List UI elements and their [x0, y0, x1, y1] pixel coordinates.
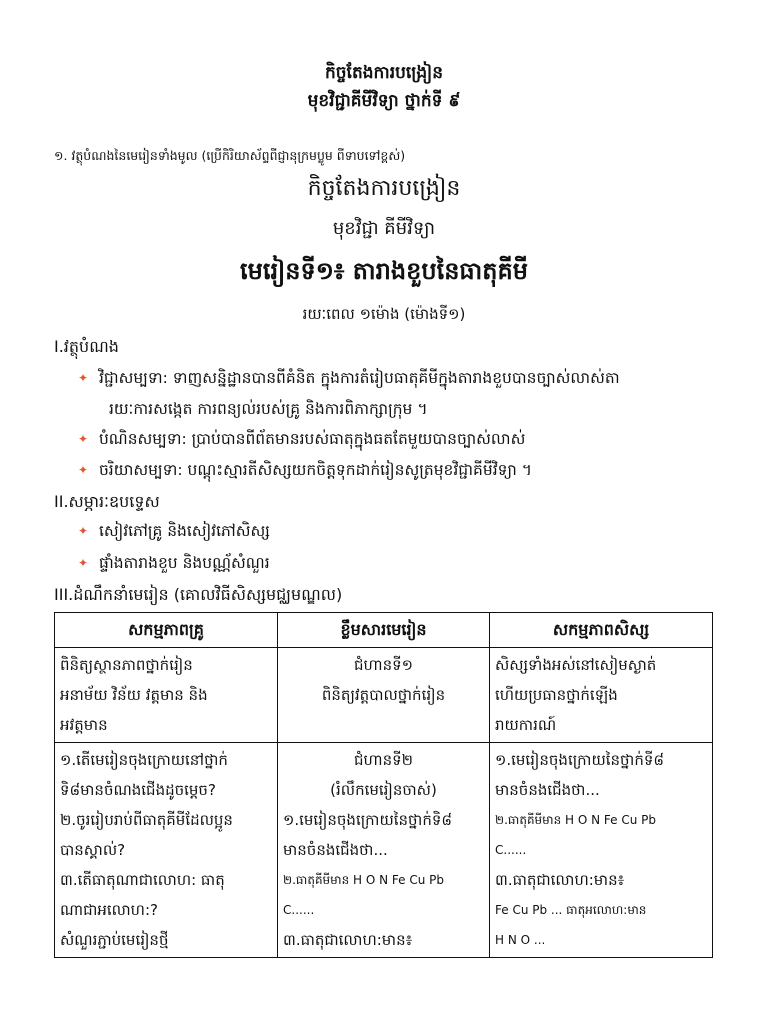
- cell-line: អវត្តមាន: [60, 716, 108, 734]
- cell-line: ជំហានទី១: [354, 656, 413, 674]
- cell-line: សិស្សទាំងអស់នៅសៀមស្ងាត់: [495, 656, 657, 674]
- cell-line: បានស្គាល់?: [60, 841, 126, 859]
- cell-line: (រំលឹកមេរៀនចាស់): [330, 781, 437, 799]
- cell-line: មានចំនងជើងថា...: [495, 781, 600, 799]
- arrow-bullet-icon: ✦: [78, 371, 89, 385]
- cell-line: រាយការណ៍: [495, 716, 557, 734]
- objectives-intro: ១. វត្ថុបំណងនៃមេរៀនទាំងមូល (ប្រើកិរិយាស័ព្ទពីជ្ញានុក្រមប្លូម ពីទាបទៅខ្ពស់): [54, 148, 406, 163]
- cell-line: H N O ...: [495, 933, 546, 947]
- material-item: [78, 548, 718, 578]
- header-lesson-content: ខ្លឹមសារមេរៀន: [278, 613, 490, 648]
- content-cell: [278, 743, 490, 958]
- objective-text: បំណិនសម្បទា: ប្រាប់បានពីព័តមានរបស់ធាតុក្នុងធតតែមួយបានច្បាស់លាស់: [98, 430, 526, 448]
- cell-line: Fe Cu Pb ... ធាតុអលោហ:មាន: [495, 903, 647, 917]
- objective-text: ចរិយាសម្បទា: បណ្តុះស្មារតីសិស្សយកចិត្តទុកដាក់រៀនសូត្រមុខវិជ្ជាគីមីវិទ្យា ។: [98, 461, 532, 479]
- cell-line: ហើយប្រធានថ្នាក់ឡើង: [495, 686, 618, 704]
- cell-line: ២.ធាតុគីមីមាន H O N Fe Cu Pb: [283, 873, 445, 887]
- header-line-1: កិច្ចតែងការបង្រៀន: [324, 63, 444, 83]
- cell-line: ១.មេរៀនចុងក្រោយនៃថ្នាក់ទី៨: [495, 751, 664, 769]
- objective-item: [78, 424, 718, 454]
- cell-line: ណាជាអលោហ:?: [60, 901, 158, 919]
- arrow-bullet-icon: ✦: [78, 556, 89, 570]
- cell-line: ទិ៨មានចំណងជើងដូចម្តេច?: [60, 781, 216, 799]
- cell-line: សំណួរភ្ជាប់មេរៀនថ្មី: [60, 931, 169, 949]
- arrow-bullet-icon: ✦: [78, 432, 89, 446]
- objective-text: វិជ្ជាសម្បទា: ទាញសន្និដ្ឋានបានពីគំនិត ក្នុងការតំរៀបធាតុគីមីក្នុងតារាងខួបបានច្បាស់លាស់តា: [98, 369, 620, 387]
- cell-line: ជំហានទី២: [354, 751, 413, 769]
- objectives-heading: I.វត្ថុបំណង: [54, 337, 119, 356]
- cell-line: ១.តើមេរៀនចុងក្រោយនៅថ្នាក់: [60, 751, 228, 769]
- cell-line: អនាម័យ វិន័យ វត្តមាន និង: [60, 686, 208, 704]
- student-cell: [490, 648, 713, 743]
- lesson-title: មេរៀនទី១៖ តារាងខួបនៃធាតុគីមី: [240, 257, 528, 285]
- student-cell: [490, 743, 713, 958]
- arrow-bullet-icon: ✦: [78, 463, 89, 477]
- table-row: [55, 743, 713, 958]
- teacher-cell: [55, 648, 278, 743]
- objective-text-continued: រយៈការសង្កេត ការពន្យល់របស់គ្រូ និងការពិភាក្សាក្រុម ។: [109, 400, 428, 418]
- cell-line: ២.ចូររៀបរាប់ពីធាតុគីមីដែលប្អូន: [60, 811, 233, 829]
- cell-line: ១.មេរៀនចុងក្រោយនៃថ្នាក់ទិ៨: [283, 811, 452, 829]
- cell-line: ៣.ធាតុជាលោហ:មាន៖: [283, 931, 413, 949]
- cell-line: C......: [283, 903, 315, 917]
- material-item: [78, 516, 718, 546]
- objective-item: [78, 455, 718, 485]
- arrow-bullet-icon: ✦: [78, 524, 89, 538]
- procedure-heading: III.ដំណឹកនាំមេរៀន (គោលវិធីសិស្សមជ្ឈមណ្ឌល): [54, 585, 343, 604]
- cell-line: ៣.តើធាតុណាជាលោហ: ធាតុ: [60, 871, 225, 889]
- cell-line: មានចំនងជើងថា...: [283, 841, 388, 859]
- subject-title: មុខវិជ្ជា គីមីវិទ្យា: [332, 218, 436, 239]
- plan-title: កិច្ចតែងការបង្រៀន: [307, 176, 461, 201]
- lesson-table: [54, 612, 713, 958]
- materials-heading: II.សម្ភារៈឧបទ្ទេស: [54, 492, 160, 511]
- header-line-2: មុខវិជ្ជាគីមីវិទ្យា ថ្នាក់ទី ៩: [307, 91, 461, 111]
- header-student-activity: សកម្មភាពសិស្ស: [490, 613, 713, 648]
- table-row: [55, 648, 713, 743]
- content-cell: [278, 648, 490, 743]
- header-teacher-activity: សកម្មភាពគ្រូ: [55, 613, 278, 648]
- material-text: សៀវភៅគ្រូ និងសៀវភៅសិស្ស: [98, 522, 270, 540]
- cell-line: ៣.ធាតុជាលោហ:មាន៖: [495, 871, 625, 889]
- teacher-cell: [55, 743, 278, 958]
- cell-line: ពិនិត្យស្ថានភាពថ្នាក់រៀន: [60, 656, 193, 674]
- duration: រយៈពេល ១ម៉ោង (ម៉ោងទី១): [302, 305, 466, 323]
- cell-line: ២.ធាតុគីមីមាន H O N Fe Cu Pb: [495, 813, 657, 827]
- cell-line: ពិនិត្យវត្តបាលថ្នាក់រៀន: [321, 686, 446, 704]
- cell-line: C......: [495, 843, 527, 857]
- table-header-row: [55, 613, 713, 648]
- objective-item: [78, 363, 718, 393]
- material-text: ផ្ទាំងតារាងខួប និងបណ្ណ័សំណួរ: [98, 554, 270, 572]
